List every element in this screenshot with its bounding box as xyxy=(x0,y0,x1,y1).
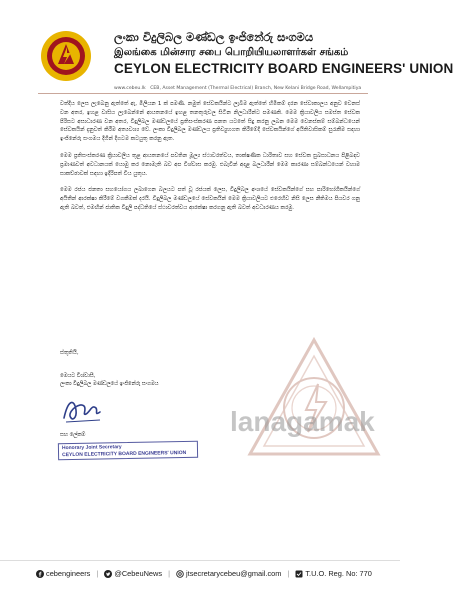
footer xyxy=(0,560,400,589)
watermark-text: lanagamak xyxy=(230,406,375,437)
footer-registration xyxy=(295,569,372,578)
title-sinhala: ලංකා විදුලිබල මණ්ඩල ඉංජිනේරු සංගමය xyxy=(114,30,314,44)
footer-contacts xyxy=(36,569,376,578)
footer-email[interactable] xyxy=(176,569,281,578)
paragraph-2: මෙම ප්‍රතිසංස්කරණ ක්‍රියාවලිය තුළ ආයතනයේ පවතින මූල්‍ය ස්ථාවරත්වය, තාක්ෂණික ධාරිතාව සහ සේවක සුබසාධනය පිළිබඳව ප්‍රමාණවත් අවධානයක් යොමු කර නොමැති බව අප විශ්වාස කරමු. එබැවින් අදාළ බලධාරීන් මෙම කාරණා සම්බන්ධයෙන් වහාම සාකච්ඡාවක් සඳහා ඉදිරිපත් විය යුතුය. xyxy=(60,152,360,177)
signoff-line-1: මෙයට විශ්වාසී, xyxy=(60,373,96,379)
twitter-icon xyxy=(104,570,112,578)
title-tamil: இலங்கை மின்சார சபை பொறியியலாளர்கள் சங்கம் xyxy=(114,47,349,58)
official-stamp xyxy=(58,441,198,461)
signoff-block xyxy=(60,372,158,388)
twitter-handle: @CebeuNews xyxy=(114,569,163,578)
badge-icon xyxy=(295,570,303,578)
contact-line xyxy=(114,86,364,91)
registration-number: T.U.O. Reg. No: 770 xyxy=(305,569,372,578)
signer-name: සහ ලේකම් xyxy=(60,432,86,438)
union-logo-icon xyxy=(40,30,92,82)
footer-separator: | xyxy=(168,569,170,578)
stamp-line-1: Honorary Joint Secretary xyxy=(61,444,122,452)
facebook-icon xyxy=(36,570,44,578)
title-english: CEYLON ELECTRICITY BOARD ENGINEERS' UNION xyxy=(114,61,453,76)
facebook-handle: cebengineers xyxy=(46,569,91,578)
stamp-line-2: CEYLON ELECTRICITY BOARD ENGINEERS' UNION xyxy=(62,449,187,458)
footer-facebook[interactable] xyxy=(36,569,90,578)
footer-separator: | xyxy=(96,569,99,578)
address-text: CEB, Asset Management (Thermal Electrical) Branch, New Kelani Bridge Road, Wellampitiya xyxy=(150,86,362,91)
footer-separator: | xyxy=(287,569,290,578)
email-address: jtsecretarycebeu@gmail.com xyxy=(186,569,282,578)
signoff-line-2: ලංකා විදුලිබල මණ්ඩලයේ ඉංජිනේරු සංගමය xyxy=(60,381,159,387)
website-text: www.cebeu.lk xyxy=(114,86,146,91)
letterhead xyxy=(114,30,453,77)
footer-twitter[interactable] xyxy=(104,569,162,578)
email-icon xyxy=(176,570,184,578)
signature-icon xyxy=(60,392,106,426)
emblem-watermark-icon xyxy=(244,332,384,462)
paragraph-3: මෙම රජය ජනතා සහයෝගය ලබාගෙන බලයට පත් වූ රජයක් ලෙස, විදුලිබල අංශයේ සේවකයින්ගේ සහ පාරිභෝගිකයින්ගේ අයිතීන් ආරක්ෂා කිරීමේ වගකීමක් දරයි. විදුලිබල මණ්ඩලයේ සේවකයින් මෙම ක්‍රියාවලියට එරෙහිව නිසි ලෙස නීතිමය පියවර ගනු ඇති බවත්, එමඟින් ජාතික විදුලි පද්ධතියේ ස්ථාවරත්වය ආරක්ෂා කරගනු ඇති බවත් අවධාරණය කරමු. xyxy=(60,187,360,211)
letter-body xyxy=(60,100,360,221)
header-divider xyxy=(38,93,368,94)
closing-text: ස්තූතියි, xyxy=(60,350,79,356)
paragraph-1: වත්දිය ලෙස ලැබෙනු ඇත්තේ ඇ, මිලියන 1 ක් පමණි. නමුත් සේවකයින්ට ලැබීම ඇත්තේ හිමිකම් දරන සේවාකාලය අනුව වෙනස් වන අතර, ඉහළ වාසිය ලැබෙන්නේ ආයතනයේ ඉහළ තනතුරුවල සිටින නිලධාරීන්ට පමණකි. මෙම ක්‍රියාවලිය සමස්ත සේවක පිරිසට අසාධාරණ වන අතර, විදුලිබල මණ්ඩලයේ ප්‍රතිසංස්කරණ පනත යටතේ සිදු කරනු ලබන මෙම වෙනස්කම් සම්බන්ධයෙන් සේවකයින් දැනුවත් කිරීම අත්‍යවශ්‍ය වේ. ලංකා විදුලිබල මණ්ඩලය ප්‍රතිව්‍යුහගත කිරීමේදී සේවකයින්ගේ අයිතිවාසිකම් සුරැකීම සඳහා ඉංජිනේරු සංගමය දිගින් දිගටම කටයුතු කරනු ඇත. xyxy=(60,101,360,143)
